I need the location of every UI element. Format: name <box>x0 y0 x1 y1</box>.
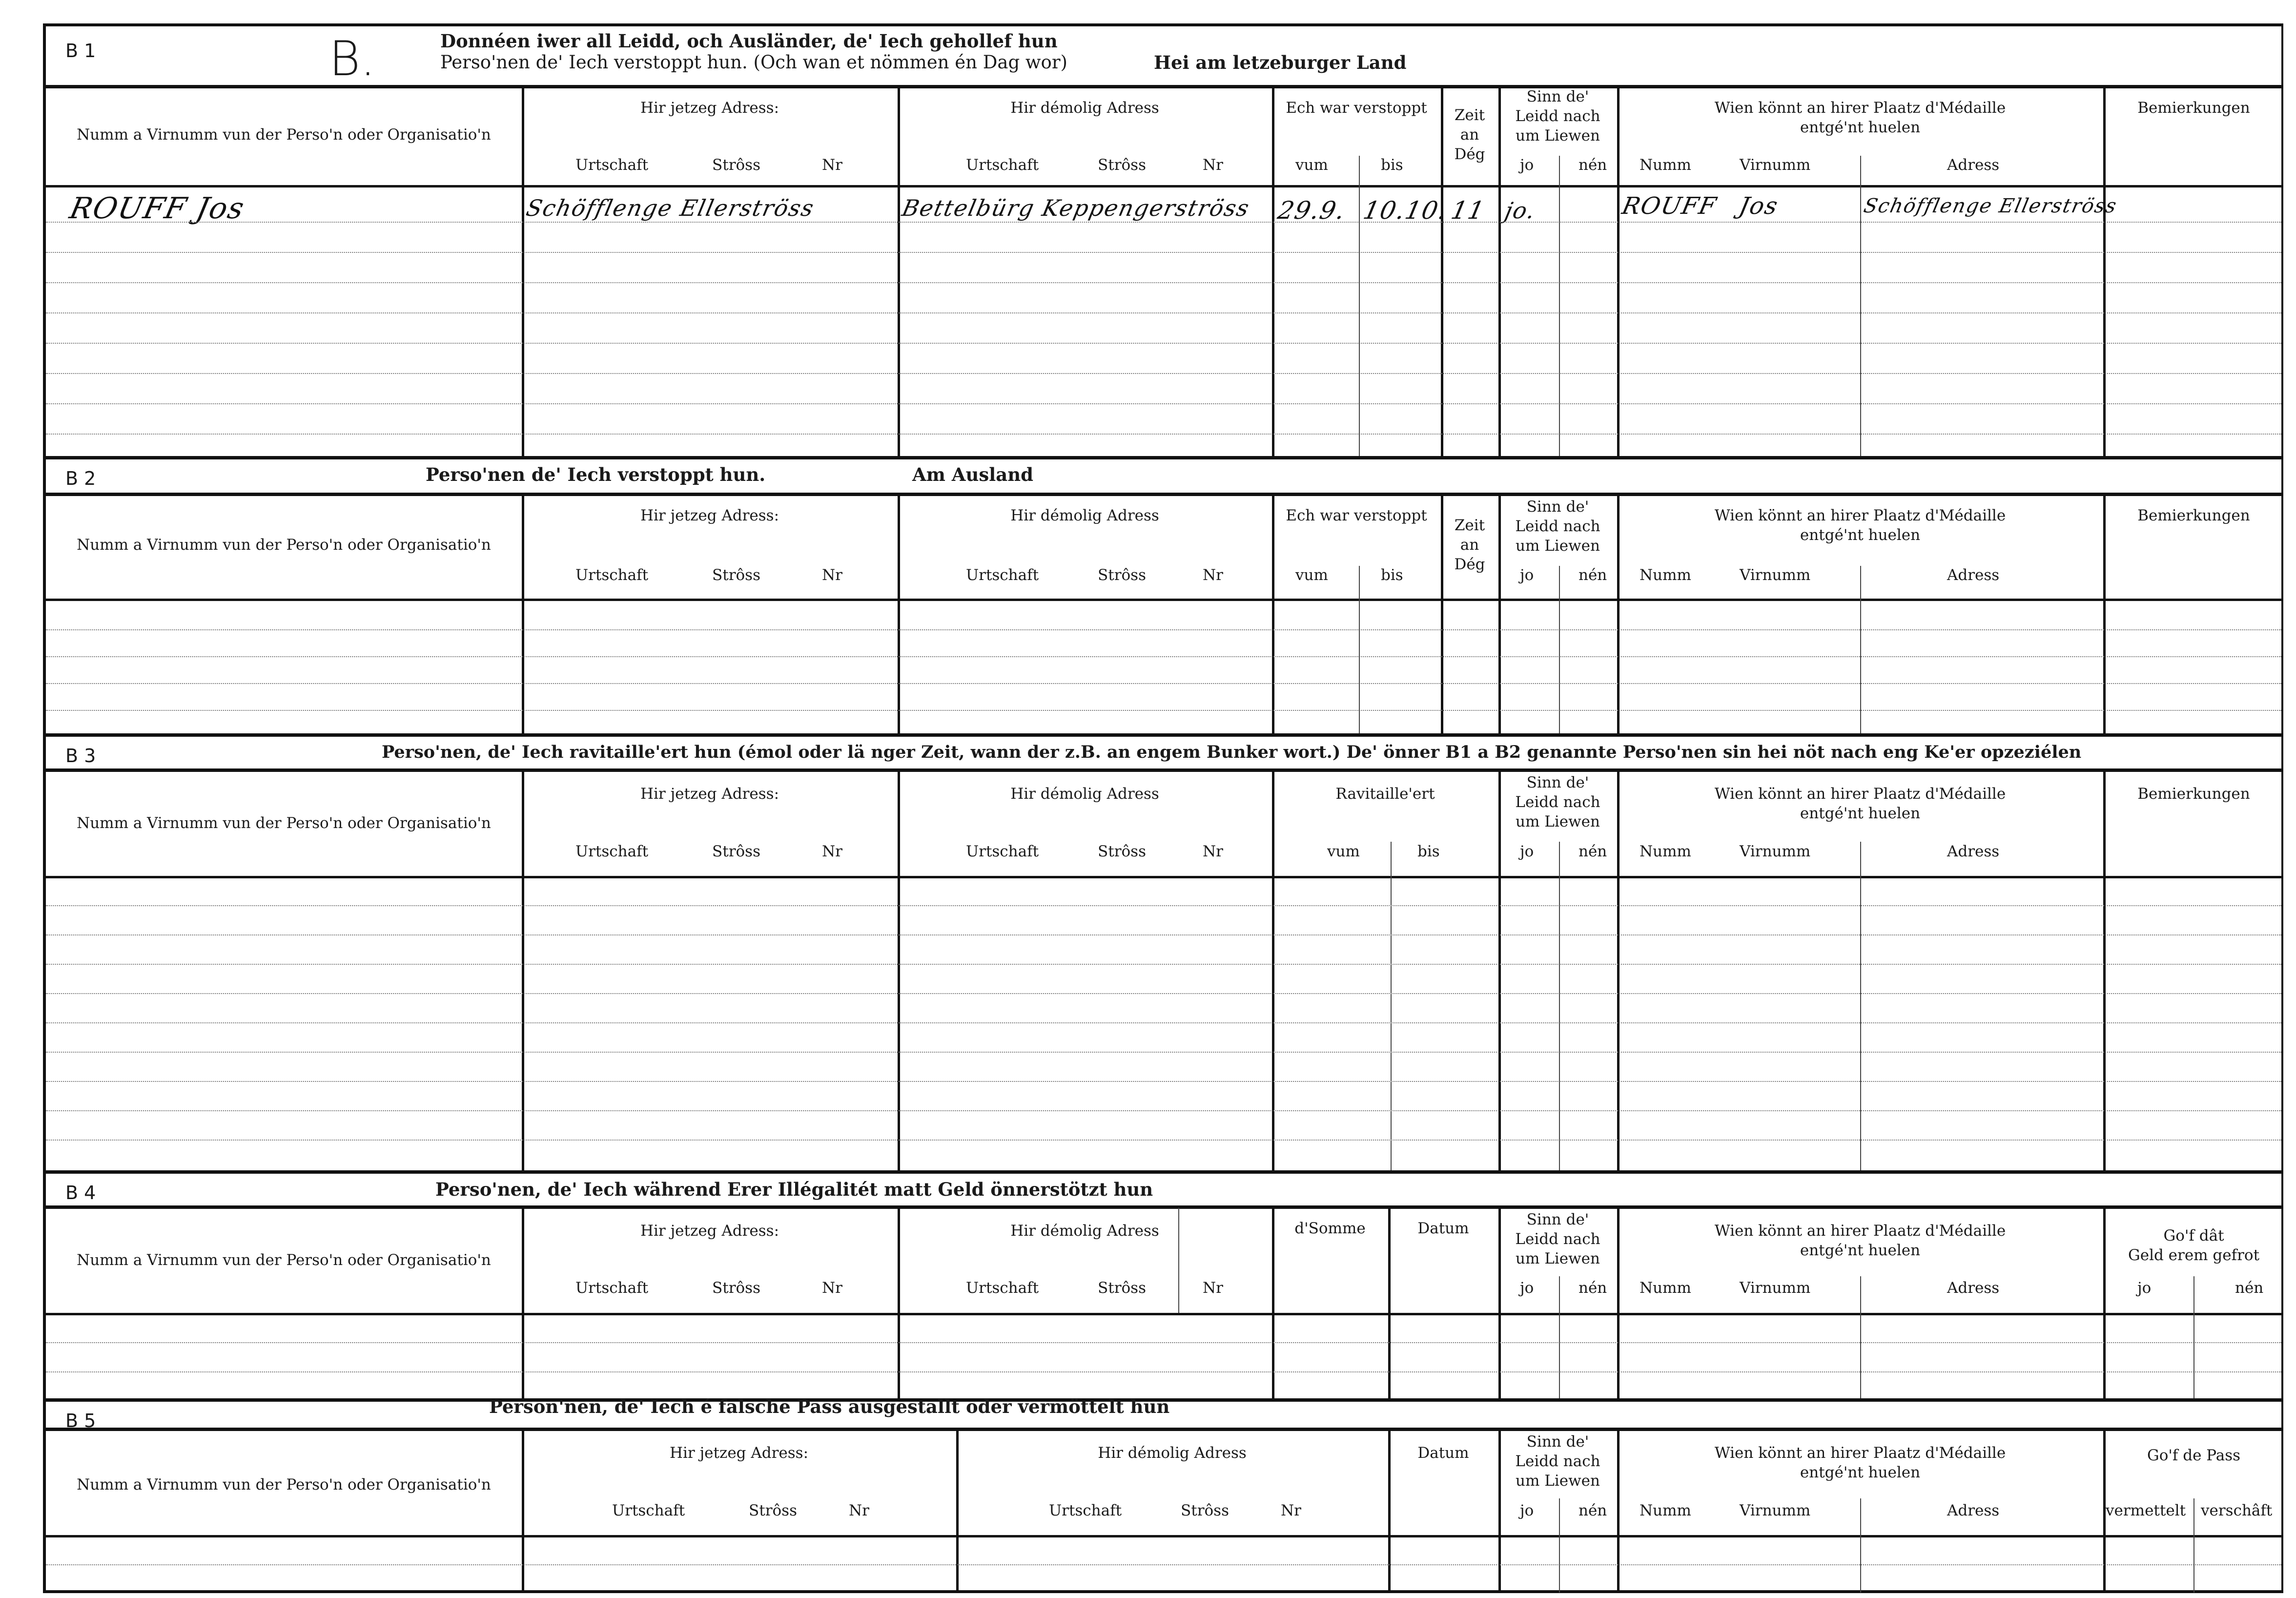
header-alive1-b5: Sinn de' <box>1526 1433 1589 1451</box>
header-no-b1: nén <box>1578 156 1607 174</box>
header-no-b5: nén <box>1578 1502 1607 1519</box>
block-label-b3: B 3 <box>65 745 96 767</box>
header-former-street-b5: Strôss <box>1181 1502 1229 1519</box>
header-pass-b5: Go'f de Pass <box>2147 1447 2241 1464</box>
header-former-number-b4: Nr <box>1203 1279 1223 1297</box>
entry-from: 29.9. <box>1275 196 1349 225</box>
header-alive3-b4: um Liewen <box>1516 1250 1600 1267</box>
header-former-street-b3: Strôss <box>1098 843 1146 860</box>
header-medal2-b1: entgé'nt huelen <box>1800 119 1921 136</box>
header-days1-b1: Zeit <box>1454 106 1485 124</box>
header-number-b3: Nr <box>822 843 842 860</box>
header-money-yes-b4: jo <box>2137 1279 2152 1297</box>
header-medal-first-b5: Virnumm <box>1740 1502 1811 1519</box>
header-alive2-b1: Leidd nach <box>1515 107 1600 125</box>
header-no-b4: nén <box>1578 1279 1607 1297</box>
header-alive1-b1: Sinn de' <box>1526 88 1589 105</box>
header-medal-first-b4: Virnumm <box>1740 1279 1811 1297</box>
header-medal-name-b3: Numm <box>1640 843 1691 860</box>
header-name-b5: Numm a Virnumm vun der Perso'n oder Organisatio'n <box>77 1476 491 1494</box>
header-former-number-b1: Nr <box>1203 156 1223 174</box>
header-medal-name-b2: Numm <box>1640 566 1691 584</box>
header-money2-b4: Geld erem gefrot <box>2128 1246 2260 1264</box>
header-hidden-b2: Ech war verstoppt <box>1286 507 1427 524</box>
header-to-b1: bis <box>1381 156 1403 174</box>
block-title-b2: Perso'nen de' Iech verstoppt hun. <box>426 464 766 485</box>
header-medal1-b3: Wien könnt an hirer Plaatz d'Médaille <box>1714 785 2006 803</box>
entry-former-address: Bettelbürg Keppengerströss <box>900 195 1252 221</box>
block-title-b1-region: Hei am letzeburger Land <box>1154 52 1407 73</box>
questionnaire-sheet <box>43 23 2283 1593</box>
header-medal1-b1: Wien könnt an hirer Plaatz d'Médaille <box>1714 99 2006 117</box>
header-alive1-b4: Sinn de' <box>1526 1211 1589 1228</box>
block-title-b3: Perso'nen, de' Iech ravitaille'ert hun (émol oder lä nger Zeit, wann der z.B. an engem Bunker wort.) De' önner B1 a B2 genannte Perso'nen sin hei nöt nach eng Ke'er opzeziélen <box>382 742 2082 762</box>
header-remarks-b3: Bemierkungen <box>2137 785 2250 803</box>
header-no-b2: nén <box>1578 566 1607 584</box>
header-alive3-b5: um Liewen <box>1516 1472 1600 1490</box>
header-medal2-b2: entgé'nt huelen <box>1800 526 1921 544</box>
block-title-b5: Person'nen, de' Iech é falsche Pass ausgestallt oder vermöttelt hun <box>489 1396 1170 1417</box>
entry-medal-address: Schöfflenge Ellerströss <box>1862 195 2119 217</box>
header-medal-address-b5: Adress <box>1947 1502 2000 1519</box>
header-date-b4: Datum <box>1417 1220 1469 1237</box>
entry-medal-first: Jos <box>1737 192 1781 220</box>
header-medal1-b4: Wien könnt an hirer Plaatz d'Médaille <box>1714 1222 2006 1240</box>
entry-alive-yes: jo. <box>1502 197 1538 224</box>
header-money1-b4: Go'f dât <box>2163 1227 2224 1245</box>
header-former-street-b1: Strôss <box>1098 156 1146 174</box>
header-hidden-b1: Ech war verstoppt <box>1286 99 1427 117</box>
header-street-b2: Strôss <box>712 566 760 584</box>
header-former-place-b2: Urtschaft <box>966 566 1039 584</box>
header-medal-address-b1: Adress <box>1947 156 2000 174</box>
header-former-place-b4: Urtschaft <box>966 1279 1039 1297</box>
header-days3-b2: Dég <box>1454 556 1485 573</box>
header-place-b1: Urtschaft <box>575 156 649 174</box>
header-current-address-b4: Hir jetzeg Adress: <box>640 1222 779 1240</box>
entry-medal-name: ROUFF <box>1620 192 1720 220</box>
header-yes-b3: jo <box>1520 843 1534 860</box>
header-number-b4: Nr <box>822 1279 842 1297</box>
header-place-b3: Urtschaft <box>575 843 649 860</box>
block-label-b4: B 4 <box>65 1182 96 1204</box>
header-number-b5: Nr <box>849 1502 869 1519</box>
block-title-b1-line1: Donnéen iwer all Leidd, och Ausländer, de' Iech gehollef hun <box>440 30 1058 52</box>
header-number-b1: Nr <box>822 156 842 174</box>
header-street-b5: Strôss <box>749 1502 797 1519</box>
header-alive1-b2: Sinn de' <box>1526 498 1589 516</box>
header-medal1-b2: Wien könnt an hirer Plaatz d'Médaille <box>1714 507 2006 524</box>
header-medal2-b3: entgé'nt huelen <box>1800 805 1921 822</box>
header-yes-b5: jo <box>1520 1502 1534 1519</box>
header-place-b5: Urtschaft <box>612 1502 685 1519</box>
header-former-address-b1: Hir démolig Adress <box>1010 99 1159 117</box>
header-medal-first-b2: Virnumm <box>1740 566 1811 584</box>
header-passed-on-b5: vermettelt <box>2106 1502 2186 1519</box>
header-former-address-b3: Hir démolig Adress <box>1010 785 1159 803</box>
header-medal-name-b5: Numm <box>1640 1502 1691 1519</box>
header-days1-b2: Zeit <box>1454 517 1485 534</box>
header-medal-address-b4: Adress <box>1947 1279 2000 1297</box>
header-alive2-b3: Leidd nach <box>1515 793 1600 811</box>
header-remarks-b2: Bemierkungen <box>2137 507 2250 524</box>
block-label-b5: B 5 <box>65 1410 96 1432</box>
header-medal1-b5: Wien könnt an hirer Plaatz d'Médaille <box>1714 1444 2006 1462</box>
header-alive3-b2: um Liewen <box>1516 537 1600 555</box>
header-days2-b2: an <box>1460 536 1479 554</box>
section-letter: B. <box>329 31 376 87</box>
header-former-number-b3: Nr <box>1203 843 1223 860</box>
header-medal-first-b1: Virnumm <box>1740 156 1811 174</box>
entry-to: 10.10. <box>1360 196 1451 225</box>
header-medal-name-b4: Numm <box>1640 1279 1691 1297</box>
header-name-b4: Numm a Virnumm vun der Perso'n oder Organisatio'n <box>77 1251 491 1269</box>
header-remarks-b1: Bemierkungen <box>2137 99 2250 117</box>
header-place-b4: Urtschaft <box>575 1279 649 1297</box>
header-former-street-b4: Strôss <box>1098 1279 1146 1297</box>
header-yes-b4: jo <box>1520 1279 1534 1297</box>
header-alive2-b4: Leidd nach <box>1515 1230 1600 1248</box>
header-medal2-b5: entgé'nt huelen <box>1800 1464 1921 1481</box>
header-former-address-b2: Hir démolig Adress <box>1010 507 1159 524</box>
header-days2-b1: an <box>1460 126 1479 144</box>
header-days3-b1: Dég <box>1454 145 1485 163</box>
header-alive2-b5: Leidd nach <box>1515 1453 1600 1470</box>
block-label-b1: B 1 <box>65 40 96 62</box>
header-medal2-b4: entgé'nt huelen <box>1800 1242 1921 1259</box>
header-to-b3: bis <box>1417 843 1440 860</box>
header-medal-name-b1: Numm <box>1640 156 1691 174</box>
header-street-b3: Strôss <box>712 843 760 860</box>
header-name-b3: Numm a Virnumm vun der Perso'n oder Organisatio'n <box>77 814 491 832</box>
header-former-street-b2: Strôss <box>1098 566 1146 584</box>
entry-days: 11 <box>1448 196 1488 225</box>
header-alive2-b2: Leidd nach <box>1515 518 1600 535</box>
header-alive3-b1: um Liewen <box>1516 127 1600 145</box>
header-yes-b1: jo <box>1520 156 1534 174</box>
header-procured-b5: verschâft <box>2201 1502 2273 1519</box>
header-money-no-b4: nén <box>2235 1279 2264 1297</box>
header-from-b2: vum <box>1295 566 1328 584</box>
entry-current-address: Schöfflenge Ellerströss <box>524 195 817 221</box>
header-medal-address-b2: Adress <box>1947 566 2000 584</box>
header-name-b2: Numm a Virnumm vun der Perso'n oder Organisatio'n <box>77 536 491 554</box>
header-yes-b2: jo <box>1520 566 1534 584</box>
header-former-place-b3: Urtschaft <box>966 843 1039 860</box>
header-street-b4: Strôss <box>712 1279 760 1297</box>
header-from-b1: vum <box>1295 156 1328 174</box>
block-title-b2-region: Am Ausland <box>912 464 1033 485</box>
header-current-address-b1: Hir jetzeg Adress: <box>640 99 779 117</box>
header-former-number-b2: Nr <box>1203 566 1223 584</box>
header-former-number-b5: Nr <box>1281 1502 1301 1519</box>
header-number-b2: Nr <box>822 566 842 584</box>
block-title-b1-line2: Perso'nen de' Iech verstoppt hun. (Och wan et nömmen én Dag wor) <box>440 52 1067 73</box>
header-sum-b4: d'Somme <box>1294 1220 1366 1237</box>
header-former-address-b4: Hir démolig Adress <box>1010 1222 1159 1240</box>
header-alive1-b3: Sinn de' <box>1526 774 1589 791</box>
header-alive3-b3: um Liewen <box>1516 813 1600 830</box>
header-current-address-b5: Hir jetzeg Adress: <box>669 1444 809 1462</box>
header-medal-address-b3: Adress <box>1947 843 2000 860</box>
entry-name: ROUFF Jos <box>66 191 248 226</box>
header-former-place-b5: Urtschaft <box>1049 1502 1122 1519</box>
header-former-address-b5: Hir démolig Adress <box>1098 1444 1247 1462</box>
block-label-b2: B 2 <box>65 468 96 489</box>
header-to-b2: bis <box>1381 566 1403 584</box>
header-current-address-b2: Hir jetzeg Adress: <box>640 507 779 524</box>
header-place-b2: Urtschaft <box>575 566 649 584</box>
header-name-b1: Numm a Virnumm vun der Perso'n oder Organisatio'n <box>77 126 491 144</box>
header-supplied-b3: Ravitaille'ert <box>1335 785 1435 803</box>
header-no-b3: nén <box>1578 843 1607 860</box>
header-from-b3: vum <box>1327 843 1360 860</box>
header-medal-first-b3: Virnumm <box>1740 843 1811 860</box>
block-title-b4: Perso'nen, de' Iech während Erer Illégalitét matt Geld önnerstötzt hun <box>435 1179 1153 1200</box>
header-date-b5: Datum <box>1417 1444 1469 1462</box>
header-street-b1: Strôss <box>712 156 760 174</box>
header-former-place-b1: Urtschaft <box>966 156 1039 174</box>
header-current-address-b3: Hir jetzeg Adress: <box>640 785 779 803</box>
